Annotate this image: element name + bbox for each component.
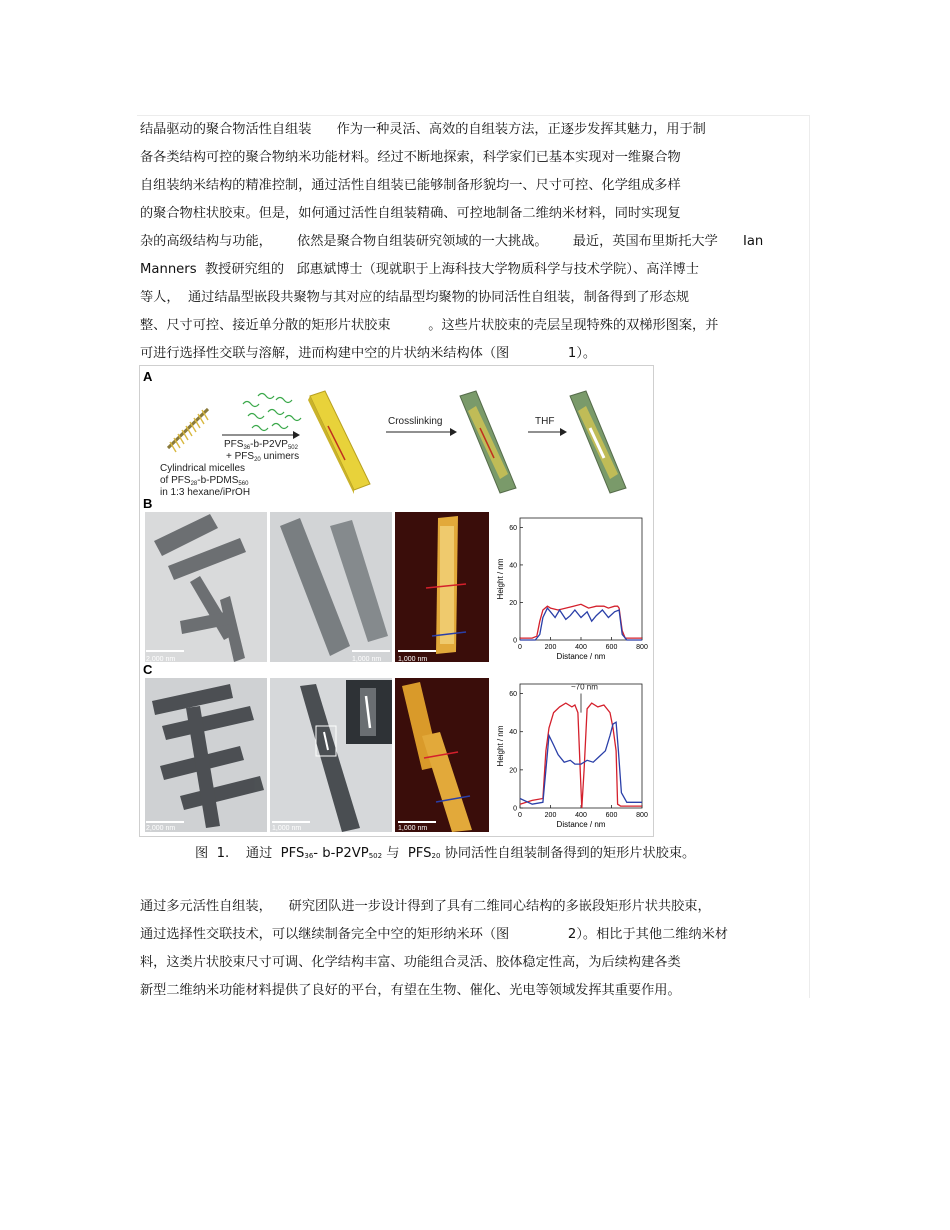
text-line: 可进行选择性交联与溶解，进而构建中空的片状纳米结构体（图 1）。	[140, 346, 597, 361]
platelet-drawing	[308, 391, 370, 494]
crosslinked-platelet	[460, 391, 516, 493]
height-profile-chart-c	[496, 684, 648, 829]
scale-bar-b1: 2,000 nm	[146, 656, 176, 663]
figure-caption: 图 1. 通过 $PFS_{36}-$ $b-P2VP_{502}$ 与 $PFS_{20}$ 协同活性自组装制备得到的矩形片状胶束。	[195, 846, 696, 861]
panel-b-label: B	[143, 496, 153, 511]
x-tick-label: 800	[636, 644, 648, 651]
width-annotation: ~70 nm	[571, 682, 598, 692]
tem-image-b2	[270, 512, 392, 663]
y-tick-label: 0	[513, 637, 517, 645]
text-line: Manners 教授研究组的 邱惠斌博士（现就职于上海科技大学物质科学与技术学院）、高洋博士	[140, 262, 699, 277]
scale-bar-b2: 1,000 nm	[352, 656, 382, 663]
scale-bar-c1: 2,000 nm	[146, 825, 176, 832]
x-tick-label: 200	[544, 812, 557, 819]
micelle-label-2: of $PFS_{28}-b-PDMS_{560}$	[160, 475, 249, 487]
figure-svg	[140, 366, 653, 836]
hollow-platelet	[570, 391, 626, 493]
x-tick-label: 800	[636, 812, 648, 819]
text-line: 杂的高级结构与功能， 依然是聚合物自组装研究领域的一大挑战。 最近，英国布里斯托大学 Ian	[140, 234, 764, 249]
scale-bar-c3: 1,000 nm	[398, 825, 428, 832]
plot-frame	[520, 518, 642, 640]
unimer-squiggles	[243, 394, 301, 431]
reactant-label-1: $PFS_{36}-b-P2VP_{502}$	[224, 439, 298, 451]
y-axis-label: Height / nm	[496, 558, 505, 600]
tem-image-c1	[145, 678, 267, 832]
panel-a-label: A	[143, 369, 153, 384]
y-tick-label: 40	[509, 729, 517, 737]
y-tick-label: 60	[509, 524, 517, 532]
cylindrical-micelle-drawing	[168, 409, 208, 452]
tem-image-c2	[270, 678, 392, 832]
x-axis-label: Distance / nm	[556, 820, 606, 829]
height-profile-chart-b	[496, 518, 648, 661]
text-line: 通过选择性交联技术，可以继续制备完全中空的矩形纳米环（图 2）。相比于其他二维纳米材	[140, 927, 728, 942]
scale-bar-c2: 1,000 nm	[272, 825, 302, 832]
arrow-1-head	[293, 431, 300, 439]
y-tick-label: 0	[513, 805, 517, 813]
figure-1	[139, 365, 654, 837]
text-line: 整、尺寸可控、接近单分散的矩形片状胶束 。这些片状胶束的壳层呈现特殊的双梯形图案，并	[140, 318, 719, 333]
x-tick-label: 200	[544, 644, 557, 651]
scale-bar-b3: 1,000 nm	[398, 656, 428, 663]
micelle-label-3: in 1:3 hexane/iPrOH	[160, 487, 251, 498]
reactant-label-2: + $PFS_{20}$ unimers	[226, 451, 300, 463]
y-tick-label: 20	[509, 767, 517, 775]
text-line: 自组装纳米结构的精准控制，通过活性自组装已能够制备形貌均一、尺寸可控、化学组成多样	[140, 178, 681, 193]
text-line: 新型二维纳米功能材料提供了良好的平台，有望在生物、催化、光电等领域发挥其重要作用。	[140, 983, 681, 998]
x-tick-label: 600	[605, 644, 618, 651]
panel-c-label: C	[143, 662, 153, 677]
text-line: 料，这类片状胶束尺寸可调、化学结构丰富、功能组合灵活、胶体稳定性高，为后续构建各类	[140, 955, 681, 970]
text-line: 结晶驱动的聚合物活性自组装 作为一种灵活、高效的自组装方法，正逐步发挥其魅力，用于制	[140, 122, 706, 137]
step-thf: THF	[535, 416, 555, 427]
step-crosslinking: Crosslinking	[388, 416, 443, 427]
x-tick-label: 400	[575, 644, 587, 651]
x-tick-label: 600	[605, 812, 618, 819]
afm-image-c3	[395, 678, 489, 832]
y-axis-label: Height / nm	[496, 725, 505, 767]
micelle-label-1: Cylindrical micelles	[160, 463, 246, 474]
x-tick-label: 0	[518, 644, 522, 651]
arrow-2-head	[450, 428, 457, 436]
afm-image-b3	[395, 512, 489, 663]
y-tick-label: 60	[509, 691, 517, 699]
x-axis-label: Distance / nm	[556, 652, 606, 661]
tem-image-b1	[145, 512, 267, 663]
text-line: 等人， 通过结晶型嵌段共聚物与其对应的结晶型均聚物的协同活性自组装，制备得到了形态规	[140, 290, 690, 305]
x-tick-label: 0	[518, 812, 522, 819]
y-tick-label: 40	[509, 562, 517, 570]
arrow-3-head	[560, 428, 567, 436]
y-tick-label: 20	[509, 599, 517, 607]
text-line: 的聚合物柱状胶束。但是，如何通过活性自组装精确、可控地制备二维纳米材料，同时实现复	[140, 206, 681, 221]
x-tick-label: 400	[575, 812, 587, 819]
text-line: 备各类结构可控的聚合物纳米功能材料。经过不断地探索，科学家们已基本实现对一维聚合物	[140, 150, 681, 165]
text-line: 通过多元活性自组装， 研究团队进一步设计得到了具有二维同心结构的多嵌段矩形片状共胶束，	[140, 899, 711, 914]
